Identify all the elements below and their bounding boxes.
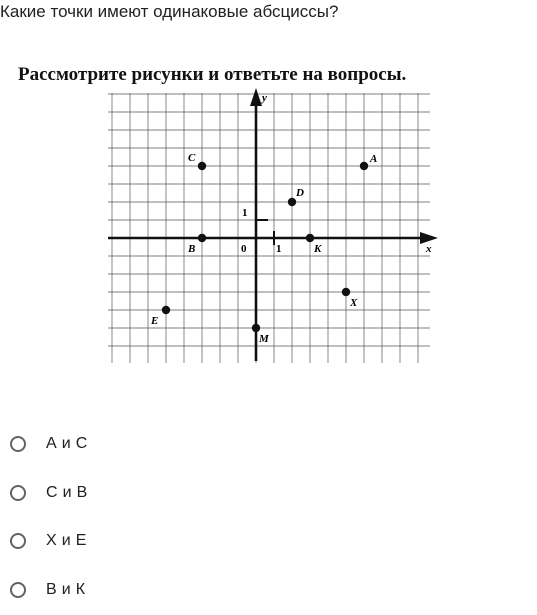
point-label-A: A <box>370 153 378 165</box>
option-label: В и К <box>46 580 86 598</box>
coordinate-plot <box>100 88 440 368</box>
question-title: Какие точки имеют одинаковые абсциссы? <box>0 2 339 21</box>
option-label: А и С <box>46 435 88 453</box>
option-0[interactable] <box>8 420 508 469</box>
point-B <box>198 234 206 242</box>
radio-icon[interactable] <box>10 533 26 549</box>
y-axis-label: y <box>262 92 267 104</box>
origin-label: 0 <box>241 243 247 255</box>
answer-options <box>8 420 508 614</box>
point-label-E: E <box>151 315 159 327</box>
point-label-D: D <box>296 187 304 199</box>
point-A <box>360 162 368 170</box>
option-label: Х и Е <box>46 532 87 550</box>
y-axis-arrow <box>250 88 262 106</box>
point-label-K: K <box>314 243 322 255</box>
option-1[interactable] <box>8 469 508 518</box>
point-label-X: X <box>350 297 358 309</box>
option-label: С и В <box>46 483 88 501</box>
x-axis-label: x <box>426 243 432 255</box>
point-label-M: M <box>259 333 269 345</box>
y-one-label: 1 <box>242 207 248 219</box>
option-2[interactable] <box>8 517 508 566</box>
radio-icon[interactable] <box>10 582 26 598</box>
point-K <box>306 234 314 242</box>
point-M <box>252 324 260 332</box>
point-label-B: B <box>188 243 196 255</box>
radio-icon[interactable] <box>10 485 26 501</box>
option-3[interactable] <box>8 566 508 615</box>
task-instruction: Рассмотрите рисунки и ответьте на вопросы. <box>18 64 407 85</box>
x-one-label: 1 <box>276 243 282 255</box>
point-X <box>342 288 350 296</box>
point-E <box>162 306 170 314</box>
point-label-C: C <box>188 152 196 164</box>
point-D <box>288 198 296 206</box>
radio-icon[interactable] <box>10 436 26 452</box>
point-C <box>198 162 206 170</box>
